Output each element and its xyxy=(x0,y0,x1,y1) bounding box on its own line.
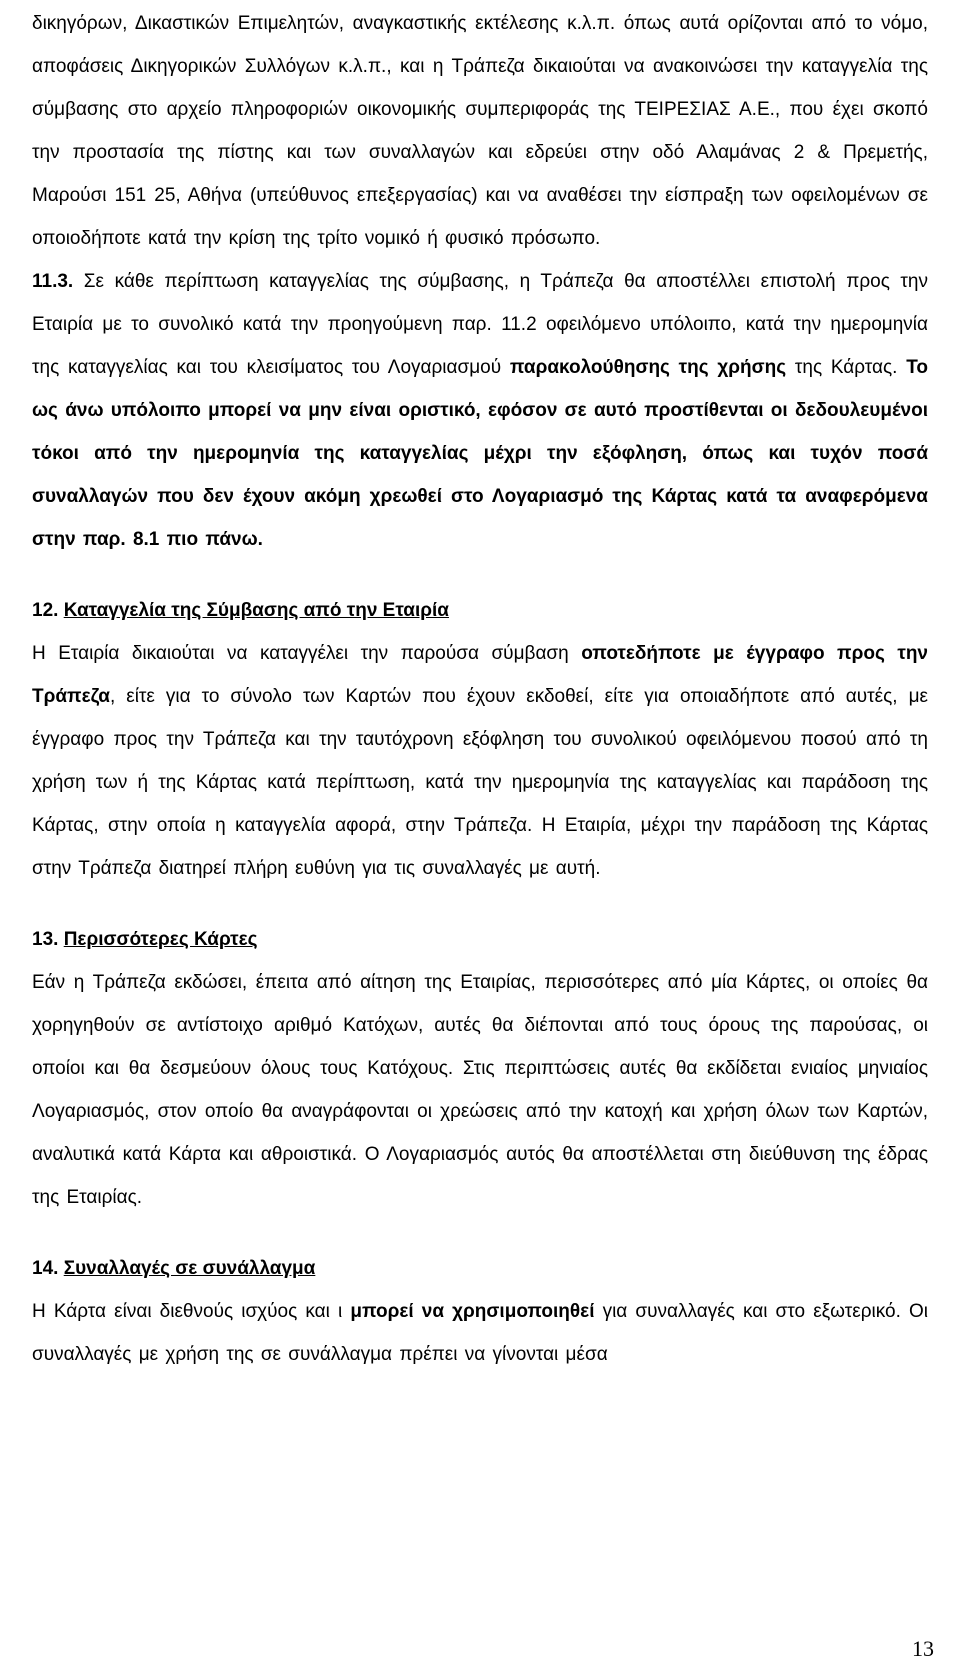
spacer xyxy=(32,890,928,918)
paragraph-clause-11-3 xyxy=(32,260,928,561)
section-12-heading xyxy=(32,589,928,632)
page-number: 13 xyxy=(912,1636,934,1661)
section-number: 13. xyxy=(32,929,59,950)
section-title: Συναλλαγές σε συνάλλαγμα xyxy=(63,1258,316,1279)
section-14-heading xyxy=(32,1247,928,1290)
bold-text: οποτεδήποτε με έγγραφο προς την Τράπεζα xyxy=(32,643,928,707)
paragraph-text: , είτε για το σύνολο των Καρτών που έχουν εκδοθεί, είτε για οποιαδήποτε από αυτές, με έγγραφο προς την Τράπεζα και την ταυτόχρονη εξόφληση του συνολικού οφειλόμενου ποσού από τη χρήση των ή της Κάρτας κατά περίπτωση, κατά την ημερομηνία της καταγγελίας και παράδοση της Κάρτας, στην οποία η καταγγελία αφορά, στην Τράπεζα. Η Εταιρία, μέχρι την παράδοση της Κάρτας στην Τράπεζα διατηρεί πλήρη ευθύνη για τις συναλλαγές με αυτή. xyxy=(32,686,928,879)
paragraph-text: Η Εταιρία δικαιούται να καταγγέλει την παρούσα σύμβαση xyxy=(32,643,582,664)
section-14-body xyxy=(32,1290,928,1376)
section-number: 14. xyxy=(32,1258,59,1279)
section-12-body xyxy=(32,632,928,890)
spacer xyxy=(32,1219,928,1247)
paragraph-continuation xyxy=(32,2,928,260)
section-13-body xyxy=(32,961,928,1219)
paragraph-text: Εάν η Τράπεζα εκδώσει, έπειτα από αίτηση της Εταιρίας, περισσότερες από μία Κάρτες, οι οποίες θα χορηγηθούν σε αντίστοιχο αριθμό Κατόχων, αυτές θα διέπονται από τους όρους της παρούσας, οι οποίοι και θα δεσμεύουν όλους τους Κατόχους. Στις περιπτώσεις αυτές θα εκδίδεται ενιαίος μηνιαίος Λογαριασμός, στον οποίο θα αναγράφονται οι χρεώσεις από την κατοχή και χρήση όλων των Καρτών, αναλυτικά κατά Κάρτα και αθροιστικά. Ο Λογαριασμός αυτός θα αποστέλλεται στη διεύθυνση της έδρας της Εταιρίας. xyxy=(32,972,928,1208)
bold-text: παρακολούθησης της χρήσης xyxy=(509,357,787,378)
paragraph-text: για συναλλαγές και στο εξωτερικό. Οι συναλλαγές με χρήση της σε συνάλλαγμα πρέπει να γίνονται μέσα xyxy=(32,1301,928,1365)
spacer xyxy=(32,561,928,589)
section-number: 12. xyxy=(32,600,59,621)
paragraph-text: δικηγόρων, Δικαστικών Επιμελητών, αναγκαστικής εκτέλεσης κ.λ.π. όπως αυτά ορίζονται από το νόμο, αποφάσεις Δικηγορικών Συλλόγων κ.λ.π., και η Τράπεζα δικαιούται να ανακοινώσει την καταγγελία της σύμβασης στο αρχείο πληροφοριών οικονομικής συμπεριφοράς της ΤΕΙΡΕΣΙΑΣ Α.Ε., που έχει σκοπό την προστασία της πίστης και των συναλλαγών και εδρεύει στην οδό Αλαμάνας 2 & Πρεμετής, Μαρούσι 151 25, Αθήνα (υπεύθυνος επεξεργασίας) και να αναθέσει την είσπραξη των οφειλομένων σε οποιοδήποτε κατά την κρίση της τρίτο νομικό ή φυσικό πρόσωπο. xyxy=(32,13,928,249)
bold-text: Το ως άνω υπόλοιπο μπορεί να μην είναι οριστικό, εφόσον σε αυτό προστίθενται οι δεδουλευμένοι τόκοι από την ημερομηνία της καταγγελίας μέχρι την εξόφληση, όπως και τυχόν ποσά συναλλαγών που δεν έχουν ακόμη χρεωθεί στο Λογαριασμό της Κάρτας κατά τα αναφερόμενα στην παρ. 8.1 πιο πάνω. xyxy=(32,357,929,550)
clause-number: 11.3. xyxy=(32,271,74,292)
document-page xyxy=(32,2,928,1376)
section-title: Καταγγελία της Σύμβασης από την Εταιρία xyxy=(63,600,449,621)
section-title: Περισσότερες Κάρτες xyxy=(63,929,258,950)
section-13-heading xyxy=(32,918,928,961)
bold-text: μπορεί να χρησιμοποιηθεί xyxy=(350,1301,595,1322)
paragraph-text: Σε κάθε περίπτωση καταγγελίας της σύμβασης, η Τράπεζα θα αποστέλλει επιστολή προς την Εταιρία με το συνολικό κατά την προηγούμενη παρ. 11.2 οφειλόμενο υπόλοιπο, κατά την ημερομηνία της καταγγελίας και του κλεισίματος του Λογαριασμού xyxy=(32,271,928,378)
paragraph-text: της Κάρτας. xyxy=(786,357,907,378)
paragraph-text: Η Κάρτα είναι διεθνούς ισχύος και ι xyxy=(32,1301,351,1322)
